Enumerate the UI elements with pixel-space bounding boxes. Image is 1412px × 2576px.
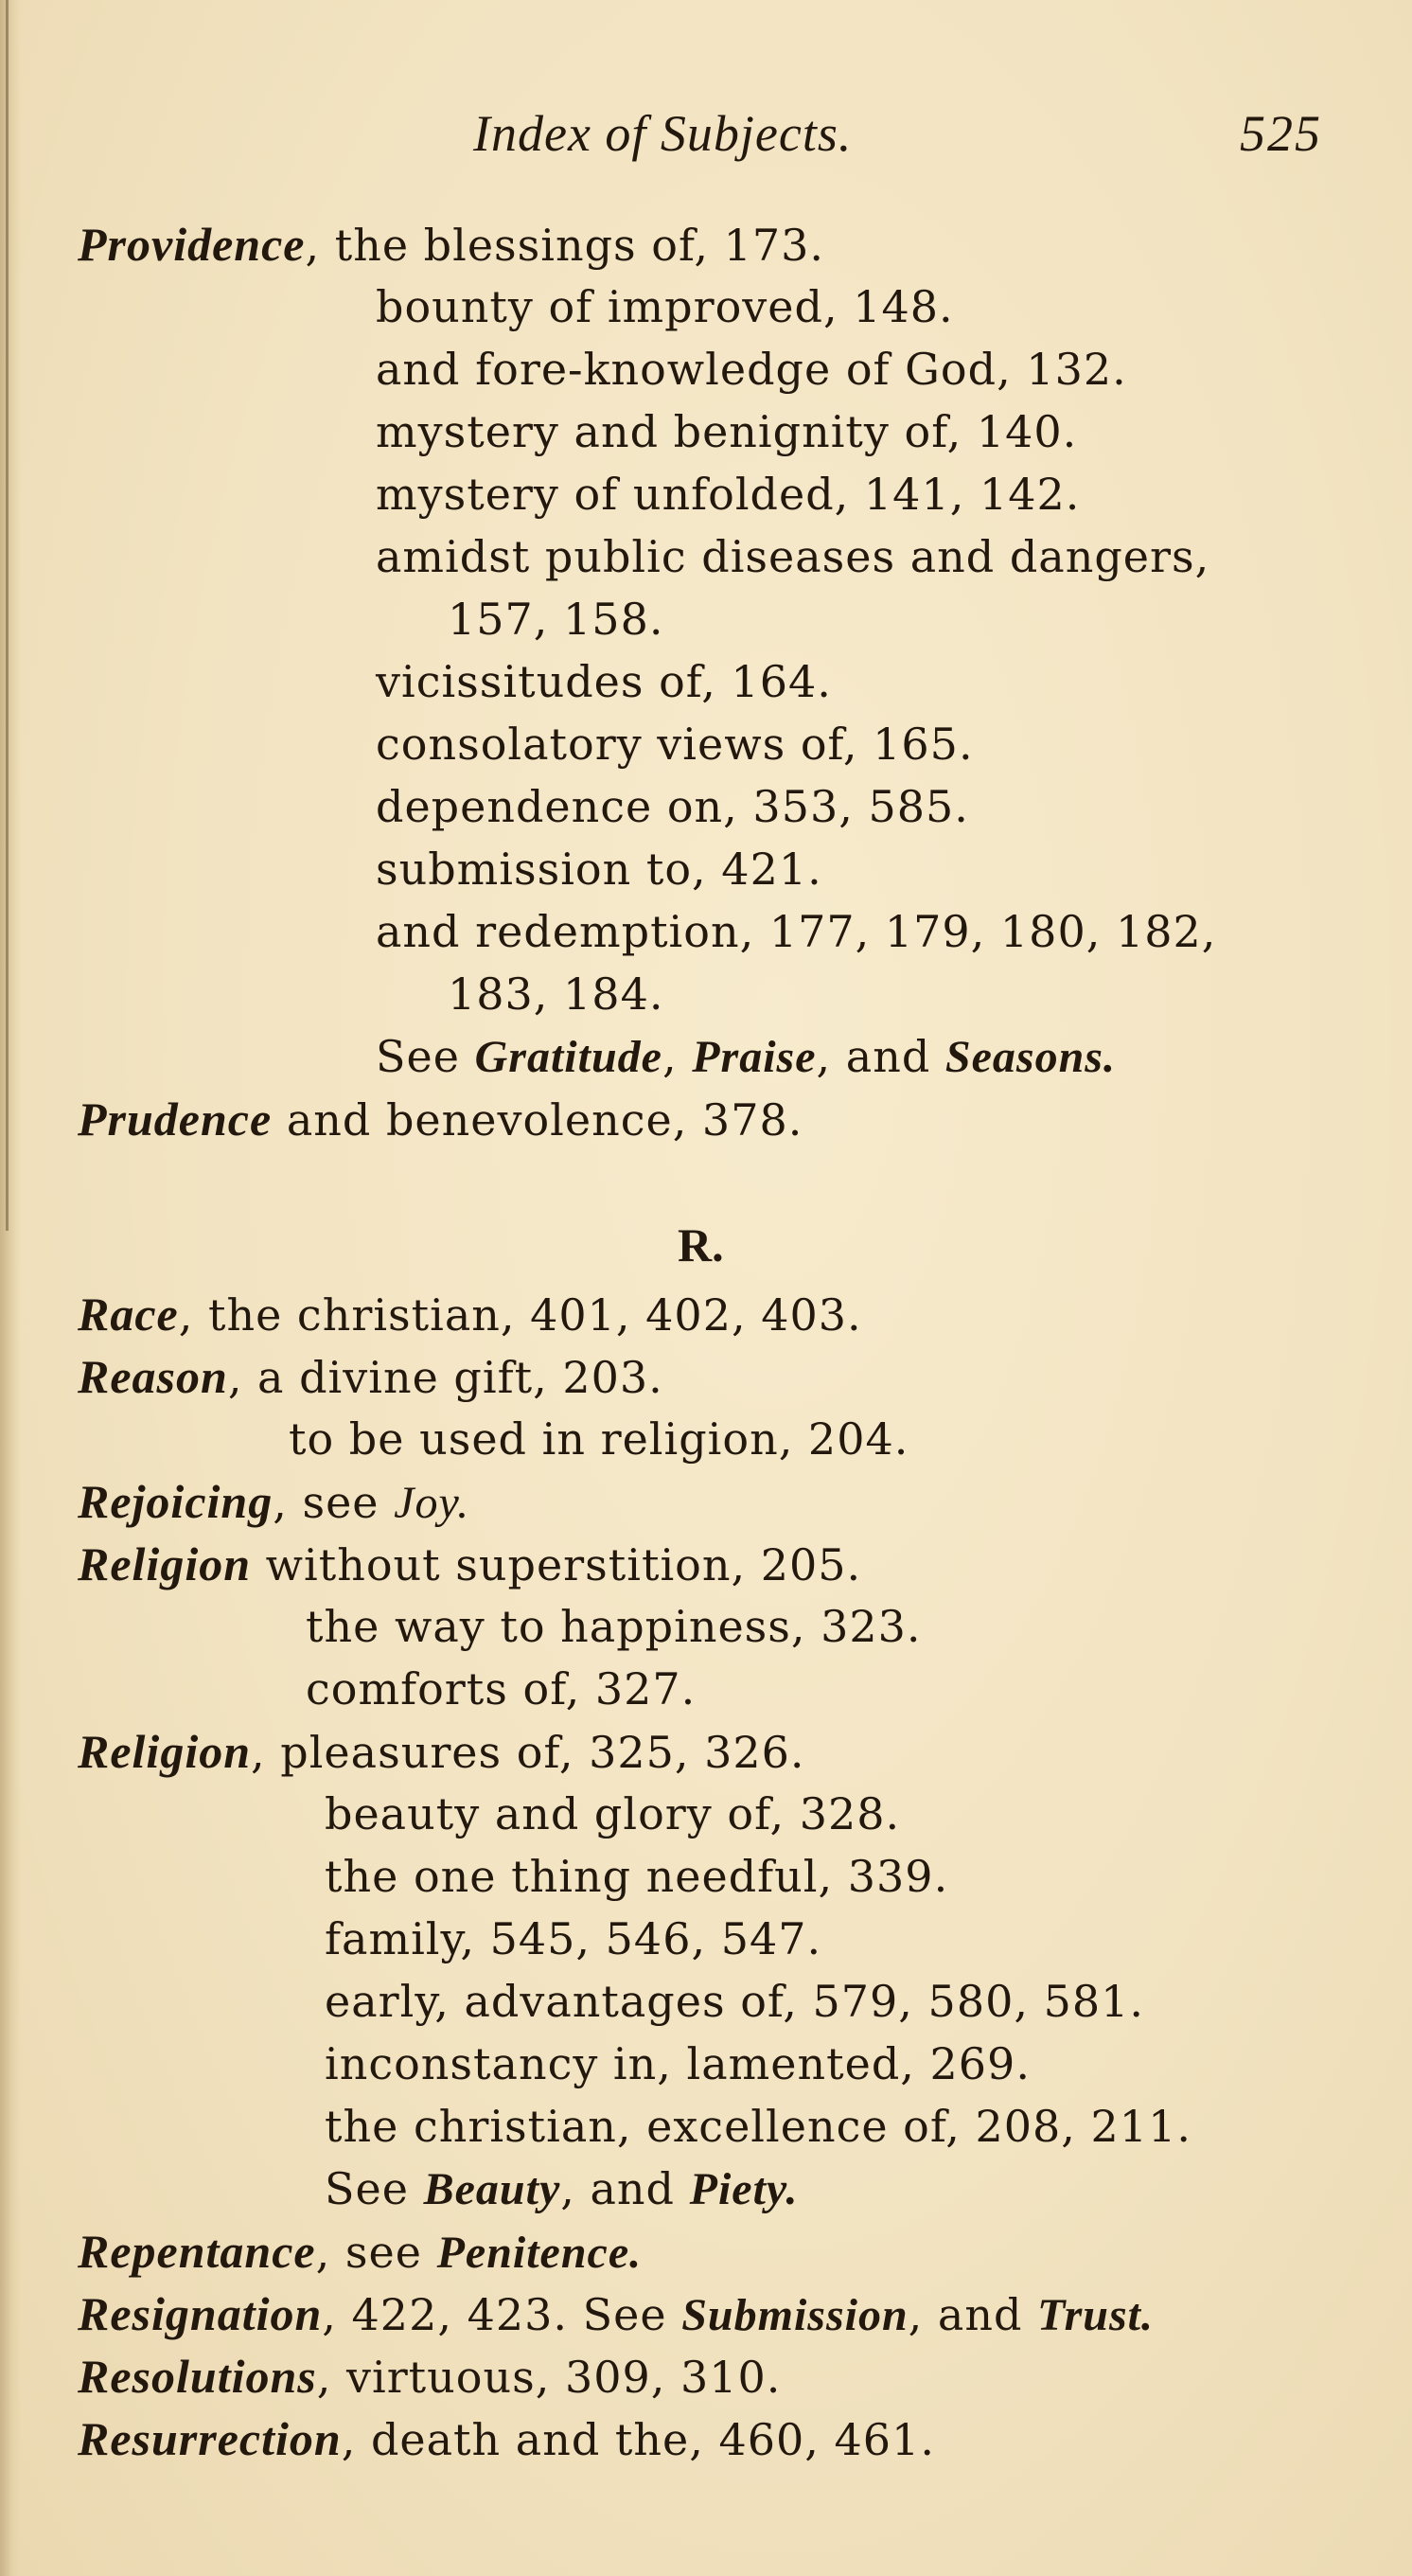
entry-heading: Prudence xyxy=(78,1093,273,1146)
entry-heading: Rejoicing xyxy=(78,1475,274,1528)
cross-reference: Trust. xyxy=(1037,2290,1154,2340)
index-entry-resurrection xyxy=(0,2407,1412,2470)
entry-heading: Race xyxy=(78,1288,179,1341)
running-title: Index of Subjects. xyxy=(473,105,853,162)
subentry-continuation xyxy=(0,963,1412,1025)
subentry xyxy=(0,338,1412,400)
entry-heading: Resurrection xyxy=(78,2412,342,2465)
subentry-text: mystery of unfolded, 141, 142. xyxy=(376,469,1081,520)
entry-heading: Resignation xyxy=(78,2287,323,2340)
entry-text: , a divine gift, 203. xyxy=(227,1352,663,1403)
entry-heading: Repentance xyxy=(78,2225,316,2278)
index-entry-prudence xyxy=(0,1088,1412,1150)
index-entry-resignation xyxy=(0,2283,1412,2345)
section-letter: R. xyxy=(678,1218,724,1271)
entry-text: , pleasures of, 325, 326. xyxy=(251,1727,805,1778)
subentry-text: amidst public diseases and dangers, xyxy=(376,531,1210,582)
subentry xyxy=(0,900,1412,963)
subentry-text: to be used in religion, 204. xyxy=(289,1413,909,1465)
subentry xyxy=(0,2033,1412,2095)
separator: , xyxy=(662,1031,678,1082)
separator: , and xyxy=(908,2289,1023,2340)
entry-heading: Religion xyxy=(78,1537,252,1590)
subentry xyxy=(0,275,1412,338)
entry-text: , see xyxy=(273,1477,379,1528)
subentry xyxy=(0,463,1412,525)
subentry-text: consolatory views of, 165. xyxy=(376,719,974,770)
subentry-text: the one thing needful, 339. xyxy=(325,1851,949,1902)
see-label: See xyxy=(376,1031,460,1082)
index-entries xyxy=(0,213,1412,2470)
subentry xyxy=(0,1845,1412,1908)
subentry-text: vicissitudes of, 164. xyxy=(376,656,832,707)
entry-heading: Providence xyxy=(78,218,306,271)
subentry xyxy=(0,1908,1412,1970)
subentry xyxy=(0,525,1412,588)
entry-text: , the blessings of, 173. xyxy=(305,220,825,271)
cross-reference: Beauty xyxy=(423,2164,561,2214)
cross-reference: Praise xyxy=(692,1032,817,1082)
subentry-text: dependence on, 353, 585. xyxy=(376,781,969,832)
entry-text: , see xyxy=(315,2227,422,2278)
subentry-text: comforts of, 327. xyxy=(306,1663,697,1714)
entry-text: and benevolence, 378. xyxy=(286,1094,803,1146)
page-header xyxy=(0,104,1412,170)
index-entry-providence xyxy=(0,213,1412,275)
separator: , and xyxy=(560,2163,675,2214)
subentry xyxy=(0,1595,1412,1658)
see-label: See xyxy=(325,2163,409,2214)
index-entry-race xyxy=(0,1283,1412,1345)
subentry-text: 157, 158. xyxy=(448,594,664,645)
see-also-religion xyxy=(0,2158,1412,2220)
subentry xyxy=(0,1408,1412,1470)
subentry-text: early, advantages of, 579, 580, 581. xyxy=(325,1976,1145,2027)
index-entry-reason xyxy=(0,1345,1412,1408)
subentry-text: the christian, excellence of, 208, 211. xyxy=(325,2101,1191,2152)
entry-heading: Religion xyxy=(78,1725,252,1778)
cross-reference: Penitence. xyxy=(436,2228,643,2278)
cross-reference: Gratitude xyxy=(474,1032,662,1082)
subentry-continuation xyxy=(0,588,1412,650)
index-entry-rejoicing xyxy=(0,1470,1412,1533)
separator: , and xyxy=(816,1031,931,1082)
index-entry-religion xyxy=(0,1720,1412,1783)
subentry xyxy=(0,775,1412,838)
entry-text: , virtuous, 309, 310. xyxy=(316,2352,782,2403)
entry-text: , 422, 423. See xyxy=(322,2289,667,2340)
spacer xyxy=(0,1150,1412,1207)
entry-text: without superstition, 205. xyxy=(265,1539,862,1590)
subentry-text: mystery and benignity of, 140. xyxy=(376,406,1078,457)
subentry xyxy=(0,1658,1412,1720)
cross-reference: Piety. xyxy=(689,2164,799,2214)
subentry-text: submission to, 421. xyxy=(376,844,822,895)
index-entry-repentance xyxy=(0,2220,1412,2283)
subentry-text: and redemption, 177, 179, 180, 182, xyxy=(376,906,1217,957)
subentry xyxy=(0,2095,1412,2158)
subentry-text: the way to happiness, 323. xyxy=(306,1601,922,1652)
index-entry-resolutions xyxy=(0,2345,1412,2407)
index-entry-religion xyxy=(0,1533,1412,1595)
subentry-text: family, 545, 546, 547. xyxy=(325,1913,822,1964)
subentry xyxy=(0,400,1412,463)
subentry-text: beauty and glory of, 328. xyxy=(325,1788,901,1839)
entry-text: , death and the, 460, 461. xyxy=(341,2414,935,2465)
cross-reference: Joy. xyxy=(394,1478,470,1528)
subentry-text: inconstancy in, lamented, 269. xyxy=(325,2038,1031,2089)
entry-heading: Reason xyxy=(78,1350,228,1403)
entry-heading: Resolutions xyxy=(78,2350,317,2403)
subentry xyxy=(0,713,1412,775)
subentry xyxy=(0,650,1412,713)
subentry-text: 183, 184. xyxy=(448,968,664,1020)
subentry xyxy=(0,1783,1412,1845)
entry-text: , the christian, 401, 402, 403. xyxy=(178,1289,862,1341)
cross-reference: Seasons. xyxy=(944,1032,1116,1082)
subentry xyxy=(0,1970,1412,2033)
page-number: 525 xyxy=(1240,105,1322,162)
cross-reference: Submission xyxy=(681,2290,909,2340)
subentry xyxy=(0,838,1412,900)
subentry-text: and fore-knowledge of God, 132. xyxy=(376,344,1127,395)
see-also-providence xyxy=(0,1025,1412,1088)
subentry-text: bounty of improved, 148. xyxy=(376,281,954,332)
